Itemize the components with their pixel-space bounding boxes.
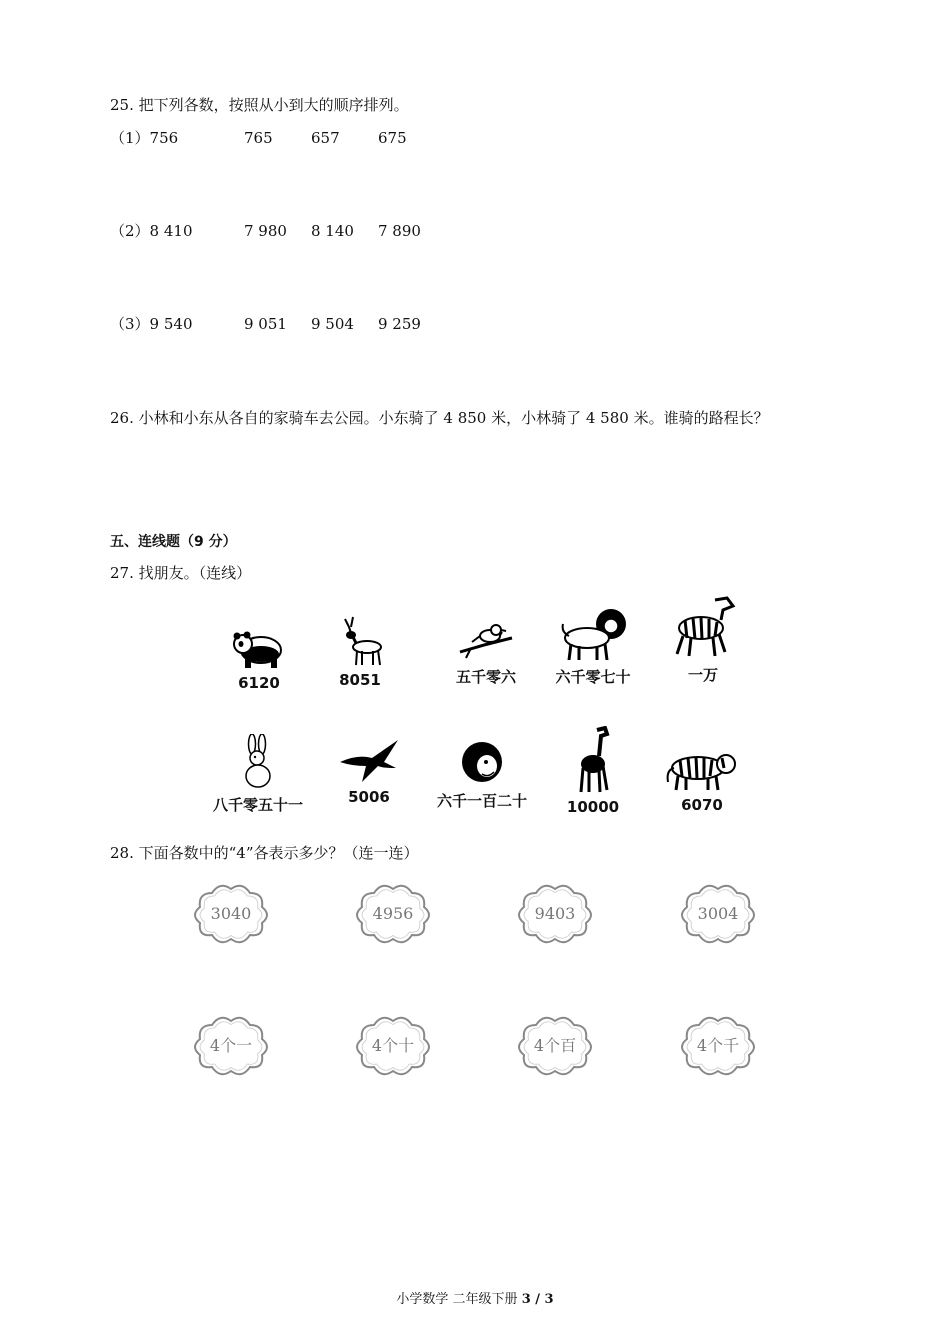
q25-row1-num: 657 [311,129,340,147]
q25-row3-label: （3）9 540 [110,315,193,333]
q25-row2-num: 7 980 [244,222,287,240]
q28-title: 28. 下面各数中的“4”各表示多少？（连一连） [110,844,419,862]
cloud-label: 3040 [210,904,252,923]
q25-row1-label: （1）756 [110,129,179,147]
q25-row2-num: 8 140 [311,222,354,240]
q25-row3-num: 9 051 [244,315,287,333]
lion-icon [557,606,629,662]
cloud-label: 4个千 [696,1036,740,1055]
animal-label: 一万 [687,666,718,684]
animal-card[interactable] [319,738,419,806]
animal-card[interactable] [209,628,309,692]
q25-title: 25. 把下列各数，按照从小到大的顺序排列。 [110,96,409,114]
deer-icon [335,615,385,667]
swallow-icon [338,738,400,784]
cloud-label: 3004 [697,904,739,923]
meaning-cloud[interactable] [190,1011,272,1081]
q25-row2-label: （2）8 410 [110,222,193,240]
cloud-label: 4956 [372,904,414,923]
animal-card[interactable] [652,748,752,814]
animal-card[interactable] [310,615,410,689]
zebra-icon [667,596,739,660]
animal-label: 5006 [348,788,390,806]
number-cloud[interactable] [514,879,596,949]
q25-row2-num: 7 890 [378,222,421,240]
number-cloud[interactable] [190,879,272,949]
animal-label: 10000 [566,798,620,816]
number-cloud[interactable] [352,879,434,949]
animal-card[interactable] [432,738,532,811]
animal-label: 6120 [238,674,280,692]
cloud-label: 4个十 [371,1036,415,1055]
animal-card[interactable] [436,622,536,687]
giraffe-icon [573,726,613,794]
page-footer [0,1288,950,1307]
animal-card[interactable] [543,606,643,687]
hedgehog-icon [460,738,504,786]
tiger-icon [664,748,740,792]
panda-icon [231,628,287,670]
section-title: 五、连线题（9 分） [110,534,237,550]
number-cloud[interactable] [677,879,759,949]
animal-label: 六千一百二十 [436,792,527,810]
animal-label: 八千零五十一 [212,796,303,814]
animal-label: 五千零六 [455,668,516,686]
bird-icon [456,622,516,662]
footer-text: 小学数学 二年级下册 [396,1292,518,1307]
q27-title: 27. 找朋友。（连线） [110,564,252,582]
meaning-cloud[interactable] [514,1011,596,1081]
animal-label: 6070 [681,796,723,814]
cloud-label: 4个一 [209,1036,253,1055]
animal-card[interactable] [543,726,643,816]
q25-row1-num: 675 [378,129,407,147]
cloud-label: 4个百 [533,1036,577,1055]
q25-row1-num: 765 [244,129,273,147]
meaning-cloud[interactable] [352,1011,434,1081]
meaning-cloud[interactable] [677,1011,759,1081]
animal-card[interactable] [208,734,308,815]
q26-text: 26. 小林和小东从各自的家骑车去公园。小东骑了 4 850 米，小林骑了 4 580 米。谁骑的路程长？ [110,409,769,427]
animal-label: 六千零七十 [555,668,631,686]
animal-card[interactable] [653,596,753,685]
q25-row3-num: 9 259 [378,315,421,333]
page-number: 3 / 3 [521,1292,554,1307]
cloud-label: 9403 [534,904,576,923]
rabbit-icon [236,734,280,790]
animal-label: 8051 [339,671,381,689]
q25-row3-num: 9 504 [311,315,354,333]
